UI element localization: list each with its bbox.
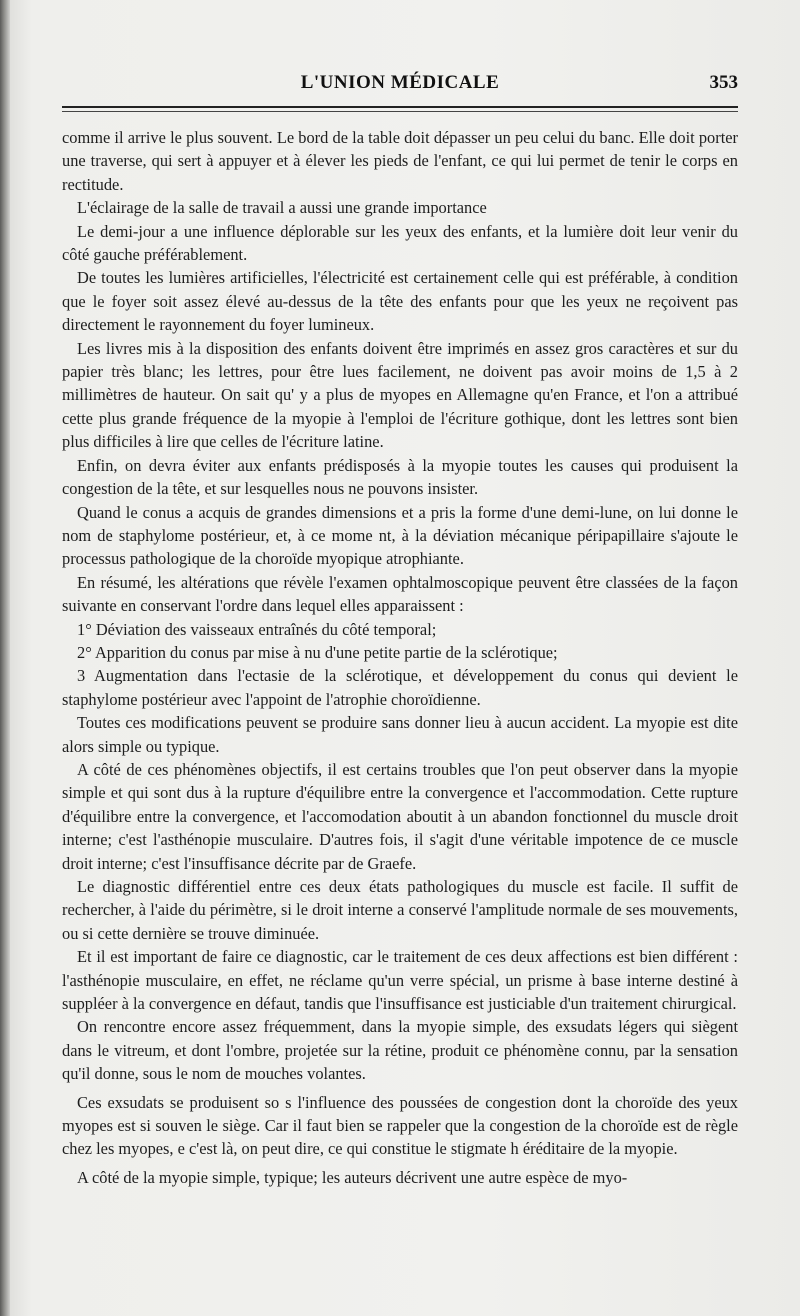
body-text (62, 126, 738, 1189)
header-rule-thin (62, 111, 738, 112)
paragraph: 3 Augmentation dans l'ectasie de la sclérotique, et développement du conus qui devient le staphylome postérieur avec l'appoint de l'atrophie choroïdienne. (62, 666, 738, 709)
paragraph: Enfin, on devra éviter aux enfants prédisposés à la myopie toutes les causes qui produisent la congestion de la tête, et sur lesquelles nous ne pouvons insister. (62, 455, 738, 499)
paragraph: Le demi-jour a une influence déplorable sur les yeux des enfants, et la lumière doit leur venir du côté gauche préférablement. (62, 221, 738, 265)
paragraph: Ces exsudats se produisent so s l'influence des poussées de congestion dont la choroïde des yeux myopes est si souven le siège. Car il faut bien se rappeler que la congestion de la choroïde est de règle chez les myopes, e c'est là, on peut dire, ce qui constitue le stigmate h éréditaire de la myopie. (62, 1092, 738, 1159)
paragraph: 1° Déviation des vaisseaux entraînés du côté temporal; (77, 619, 437, 639)
paragraph: Quand le conus a acquis de grandes dimensions et a pris la forme d'une demi-lune, on lui donne le nom de staphylome postérieur, et, à ce mome nt, à la déviation mécanique péripapillaire s'ajoute le processus pathologique de la choroïde myopique atrophiante. (62, 502, 738, 569)
paragraph: Et il est important de faire ce diagnostic, car le traitement de ces deux affections est bien différent : l'asthénopie musculaire, en effet, ne réclame qu'un verre spécial, un prisme à base interne destiné à suppléer à la convergence en défaut, tandis que l'insuffisance est justiciable d'un traitement chirurgical. (62, 947, 738, 1014)
paragraph: De toutes les lumières artificielles, l'électricité est certainement celle qui est préférable, à condition que le foyer soit assez élevé au-dessus de la tête des enfants pour que les yeux ne reçoivent pas directement le rayonnement du foyer lumineux. (62, 268, 738, 335)
page-number: 353 (709, 72, 738, 93)
running-title: L'UNION MÉDICALE (300, 72, 500, 93)
paragraph: Les livres mis à la disposition des enfants doivent être imprimés en assez gros caractères et sur du papier très blanc; les lettres, pour être lues facilement, ne doivent pas avoir moins de 1,5 à 2 millimètres de hauteur. On sait qu' y a plus de myopes en Allemagne qu'en France, et l'on a attribué cette plus grande fréquence de la myopie à l'emploi de l'écriture gothique, dont les lettres sont bien plus difficiles à lire que celles de l'écriture latine. (62, 338, 738, 452)
paragraph: L'éclairage de la salle de travail a aussi une grande importance (77, 198, 487, 218)
paragraph: A côté de la myopie simple, typique; les auteurs décrivent une autre espèce de myo- (77, 1167, 628, 1187)
paragraph: Le diagnostic différentiel entre ces deux états pathologiques du muscle est facile. Il suffit de rechercher, à l'aide du périmètre, si le droit interne a conservé l'amplitude normale de ses mouvements, ou si cette dernière se trouve diminuée. (62, 877, 738, 943)
paragraph: 2° Apparition du conus par mise à nu d'une petite partie de la sclérotique; (77, 642, 558, 662)
header-rule (62, 106, 738, 108)
paragraph: comme il arrive le plus souvent. Le bord de la table doit dépasser un peu celui du banc. Elle doit porter une traverse, qui sert à appuyer et à élever les pieds de l'enfant, ce qui lui permet de tenir le corps en rectitude. (62, 128, 738, 194)
scan-edge (0, 0, 10, 1316)
paragraph: A côté de ces phénomènes objectifs, il est certains troubles que l'on peut observer dans la myopie simple et qui sont dus à la rupture d'équilibre entre la convergence et l'accommodation. Cette rupture d'équilibre entre la convergence, et l'accomodation aboutit à un abandon fonctionnel du muscle droit interne; c'est l'asthénopie musculaire. D'autres fois, il s'agit d'une véritable impotence de ce muscle droit interne; c'est l'insuffisance décrite par de Graefe. (62, 759, 738, 873)
paragraph: On rencontre encore assez fréquemment, dans la myopie simple, des exsudats légers qui siègent dans le vitreum, et dont l'ombre, projetée sur la rétine, produit ce phénomène connu, par la sensation qu'il donne, sous le nom de mouches volantes. (62, 1017, 738, 1084)
paragraph: En résumé, les altérations que révèle l'examen ophtalmoscopique peuvent être classées de la façon suivante en conservant l'ordre dans lequel elles apparaissent : (62, 572, 738, 616)
paragraph: Toutes ces modifications peuvent se produire sans donner lieu à aucun accident. La myopie est dite alors simple ou typique. (62, 713, 738, 756)
page-header (62, 70, 738, 104)
